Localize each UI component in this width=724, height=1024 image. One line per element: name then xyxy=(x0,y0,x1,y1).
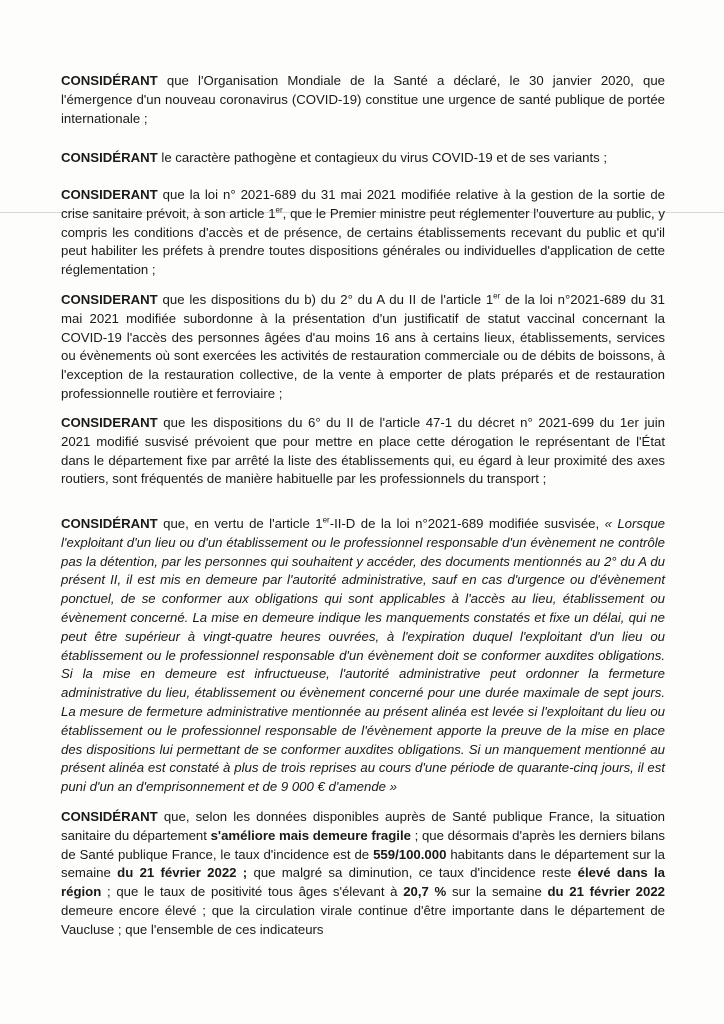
text-run: de la loi n°2021-689 du 31 mai 2021 modifiée subordonne à la présentation d'un justificatif de statut vaccinal concernant la COVID-19 l'accès des personnes âgées d'au moins 16 ans à certains lieux, établissements, services ou évènements où sont exercées les activités de restauration commerciale ou de débits de boissons, à l'exception de la restauration collective, de la vente à emporter de plats préparés et de restauration professionnelle routière et ferroviaire ; xyxy=(61,292,665,401)
paragraph-situation-sanitaire xyxy=(61,808,665,940)
text-run: que les dispositions du 6° du II de l'article 47-1 du décret n° 2021-699 du 1er juin 2021 modifié susvisé prévoient que pour mettre en place cette dérogation le représentant de l'État dans le département fixe par arrêté la liste des établissements qui, eu égard à leur proximité des axes routiers, sont fréquentés de manière habituelle par les professionnels du transport ; xyxy=(61,415,665,487)
considerant-lead: CONSIDÉRANT xyxy=(61,150,158,165)
superscript: er xyxy=(322,515,330,525)
text-run: que malgré sa diminution, ce taux d'incidence reste xyxy=(247,865,578,881)
considerant-lead: CONSIDÉRANT xyxy=(61,516,158,531)
quoted-text: « Lorsque l'exploitant d'un lieu ou d'un établissement ou le professionnel responsable d'un évènement ne contrôle pas la détention, par les personnes qui souhaitent y accéder, des documents mentionnés au 2° du A du présent II, il est mis en demeure par l'autorité administrative, sauf en cas d'urgence ou d'évènement ponctuel, de se conformer aux obligations qui sont applicables à l'accès au lieu, établissement ou évènement concerné. La mise en demeure indique les manquements constatés et fixe un délai, qui ne peut être supérieur à vingt-quatre heures ouvrées, à l'expiration duquel l'exploitant d'un lieu ou établissement ou le professionnel responsable d'un évènement doit se conformer auxdites obligations. Si la mise en demeure est infructueuse, l'autorité administrative peut ordonner la fermeture administrative du lieu, établissement ou évènement concerné pour une durée maximale de sept jours. La mesure de fermeture administrative mentionnée au présent alinéa est levée si l'exploitant du lieu ou établissement ou le professionnel responsable de l'évènement apporte la preuve de la mise en place des dispositions lui permettant de se conformer auxdites obligations. Si un manquement mentionné au présent alinéa est constaté à plus de trois reprises au cours d'une période de quarante-cinq jours, il est puni d'un an d'emprisonnement et de 9 000 € d'amende » xyxy=(61,516,666,795)
paragraph-article-1-II-D xyxy=(61,515,665,797)
paragraph-oms xyxy=(61,72,665,128)
text-run: , que le Premier ministre peut réglementer l'ouverture au public, y compris les conditions d'accès et de présence, de certains établissements recevant du public et qu'il peut habiliter les préfets à prendre toutes dispositions générales ou individuelles d'application de cette réglementation ; xyxy=(61,205,665,278)
text-run: le caractère pathogène et contagieux du virus COVID-19 et de ses variants ; xyxy=(157,150,608,165)
emphasis-text: 559/100.000 xyxy=(373,846,447,862)
text-run: que la loi n° 2021-689 du 31 mai 2021 modifiée relative à la gestion de la sortie de crise sanitaire prévoit, à son article 1 xyxy=(61,187,665,221)
emphasis-text: 20,7 % xyxy=(403,884,447,900)
considerant-lead: CONSIDERANT xyxy=(61,415,158,430)
emphasis-text: s'améliore mais demeure fragile xyxy=(210,827,411,843)
text-run: ; que désormais d'après les derniers bilans de Santé publique France, le taux d'incidence est de xyxy=(61,827,665,862)
considerant-lead: CONSIDÉRANT xyxy=(61,809,158,824)
text-run: que l'Organisation Mondiale de la Santé a déclaré, le 30 janvier 2020, que l'émergence d'un nouveau coronavirus (COVID-19) constitue une urgence de santé publique de portée internationale ; xyxy=(61,73,665,126)
text-run: ; que le taux de positivité tous âges s'élevant à xyxy=(101,884,404,900)
emphasis-text: élevé dans la région xyxy=(61,865,665,900)
text-run: que, en vertu de l'article 1 xyxy=(157,516,323,531)
paragraph-justificatif-vaccinal xyxy=(61,291,665,404)
considerant-lead: CONSIDÉRANT xyxy=(61,73,158,88)
emphasis-text: du 21 février 2022 ; xyxy=(117,865,248,881)
superscript: er xyxy=(275,205,283,215)
text-run: sur la semaine xyxy=(446,884,548,900)
considerant-lead: CONSIDERANT xyxy=(61,187,158,202)
text-run: que les dispositions du b) du 2° du A du II de l'article 1 xyxy=(157,292,494,307)
text-run: que, selon les données disponibles auprès de Santé publique France, la situation sanitaire du département xyxy=(61,809,665,843)
paragraph-decret-2021-699 xyxy=(61,414,665,489)
emphasis-text: du 21 février 2022 xyxy=(547,884,665,900)
text-run: habitants dans le département sur la semaine xyxy=(61,846,665,881)
text-run: -II-D de la loi n°2021-689 modifiée susvisée, xyxy=(329,516,605,531)
paragraph-pathogene xyxy=(61,149,665,168)
paragraph-loi-2021-689 xyxy=(61,186,665,280)
text-run: demeure encore élevé ; que la circulation virale continue d'être importante dans le département de Vaucluse ; que l'ensemble de ces indicateurs xyxy=(61,902,665,937)
considerant-lead: CONSIDERANT xyxy=(61,292,158,307)
superscript: er xyxy=(493,291,501,301)
